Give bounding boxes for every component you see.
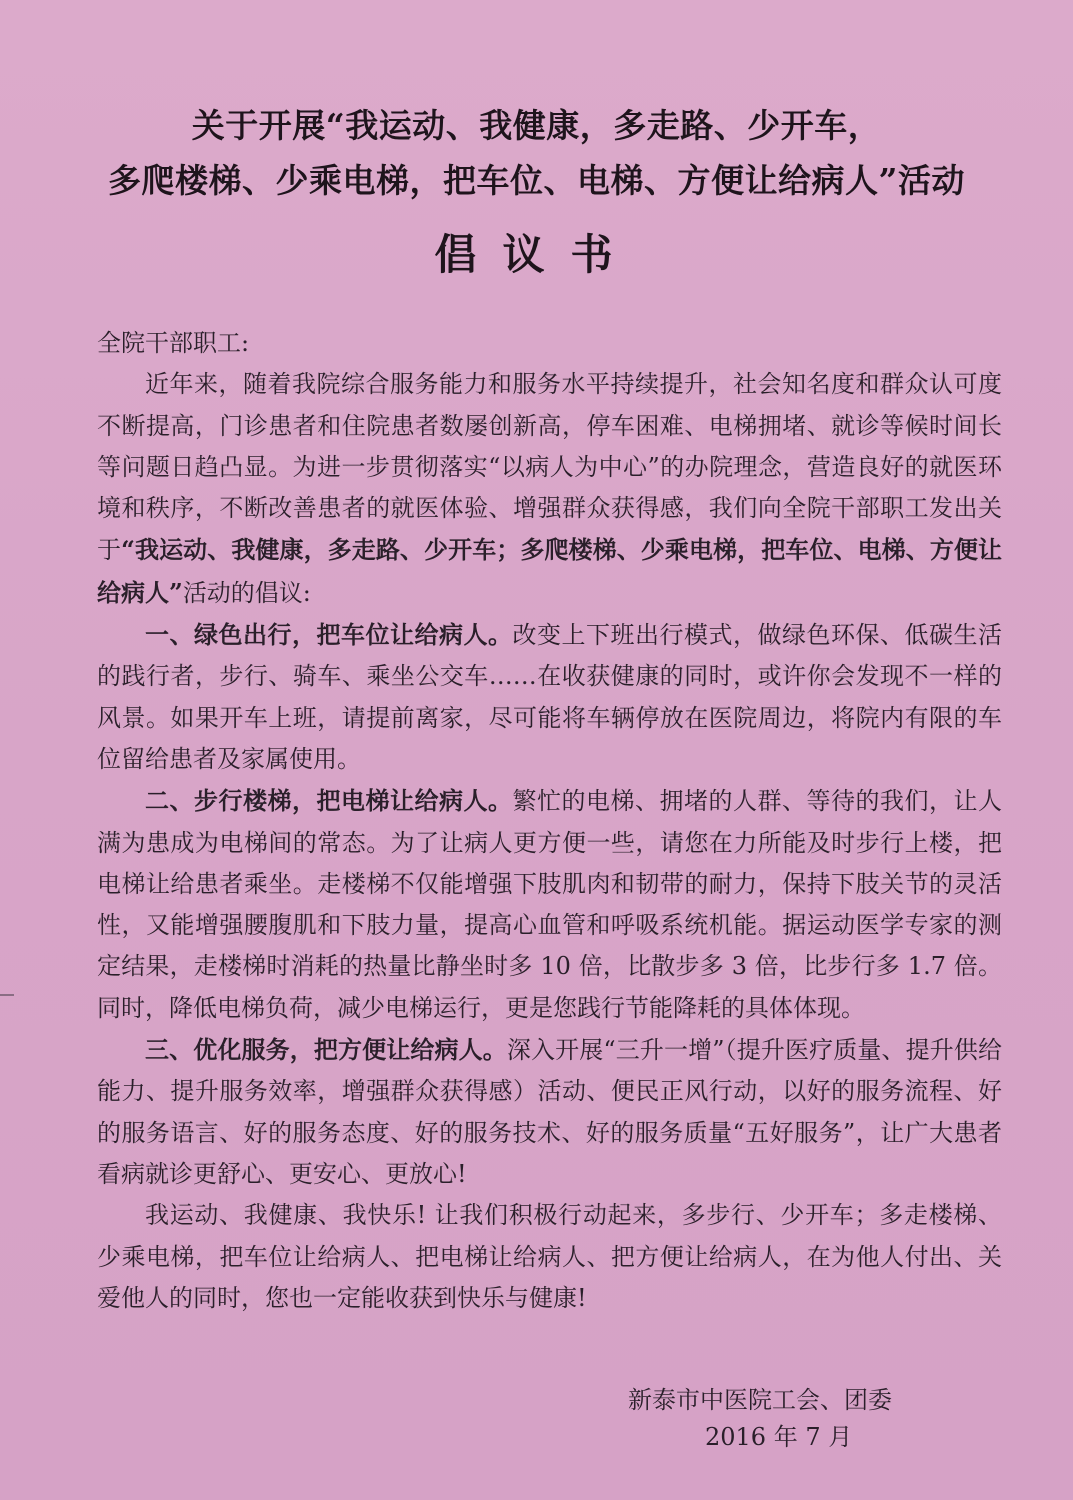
document-title-line-2: 多爬楼梯、少乘电梯，把车位、电梯、方便让给病人”活动 — [108, 161, 965, 200]
document-body — [97, 323, 1002, 1319]
signature-organization: 新泰市中医院工会、团委 — [628, 1386, 892, 1414]
item-heading-2: 二、步行楼梯，把电梯让给病人。 — [145, 786, 513, 816]
item-text-3: 深入开展“三升一增”（提升医疗质量、提升供给能力、提升服务效率，增强群众获得感）活动、便民正风行动，以好的服务流程、好的服务语言、好的服务态度、好的服务技术、好的服务质量“五好服务”，让广大患者看病就诊更舒心、更安心、更放心! — [97, 1036, 1002, 1188]
document-title-line-1: 关于开展“我运动、我健康，多走路、少开车， — [191, 106, 882, 145]
item-paragraph-2 — [97, 780, 1002, 1029]
intro-paragraph — [97, 364, 1002, 614]
item-text-1: 改变上下班出行模式，做绿色环保、低碳生活的践行者，步行、骑车、乘坐公交车……在收获健康的同时，或许你会发现不一样的风景。如果开车上班，请提前离家，尽可能将车辆停放在医院周边，将院内有限的车位留给患者及家属使用。 — [97, 621, 1002, 773]
signature-date: 2016 年 7 月 — [705, 1423, 853, 1451]
item-text-2: 繁忙的电梯、拥堵的人群、等待的我们，让人满为患成为电梯间的常态。为了让病人更方便一些，请您在力所能及时步行上楼，把电梯让给患者乘坐。走楼梯不仅能增强下肢肌肉和韧带的耐力，保持下肢关节的灵活性，又能增强腰腹肌和下肢力量，提高心血管和呼吸系统机能。据运动医学专家的测定结果，走楼梯时消耗的热量比静坐时多 10 倍，比散步多 3 倍，比步行多 1.7 倍。同时，降低电梯负荷，减少电梯运行，更是您践行节能降耗的具体体现。 — [97, 787, 1002, 1022]
item-paragraph-3 — [97, 1029, 1002, 1195]
intro-text-2: 活动的倡议: — [182, 578, 311, 607]
item-paragraph-1 — [97, 614, 1002, 780]
salutation: 全院干部职工: — [97, 329, 250, 357]
page-edge-mark — [0, 994, 14, 996]
closing-paragraph: 我运动、我健康、我快乐! 让我们积极行动起来，多步行、少开车；多走楼梯、少乘电梯，把车位让给病人、把电梯让给病人、把方便让给病人，在为他人付出、关爱他人的同时，您也一定能收获到快乐与健康! — [97, 1201, 1002, 1312]
item-heading-1: 一、绿色出行，把车位让给病人。 — [145, 620, 513, 650]
document-title-main: 倡议书 — [434, 230, 639, 279]
intro-text-1: 近年来，随着我院综合服务能力和服务水平持续提升，社会知名度和群众认可度不断提高，门诊患者和住院患者数屡创新高，停车困难、电梯拥堵、就诊等候时间长等问题日趋凸显。为进一步贯彻落实“以病人为中心”的办院理念，营造良好的就医环境和秩序，不断改善患者的就医体验、增强群众获得感，我们向全院干部职工发出关于 — [97, 370, 1002, 565]
intro-campaign-name: “我运动、我健康，多走路、少开车；多爬楼梯、少乘电梯，把车位、电梯、方便让给病人” — [97, 535, 1002, 607]
item-heading-3: 三、优化服务，把方便让给病人。 — [145, 1035, 507, 1065]
